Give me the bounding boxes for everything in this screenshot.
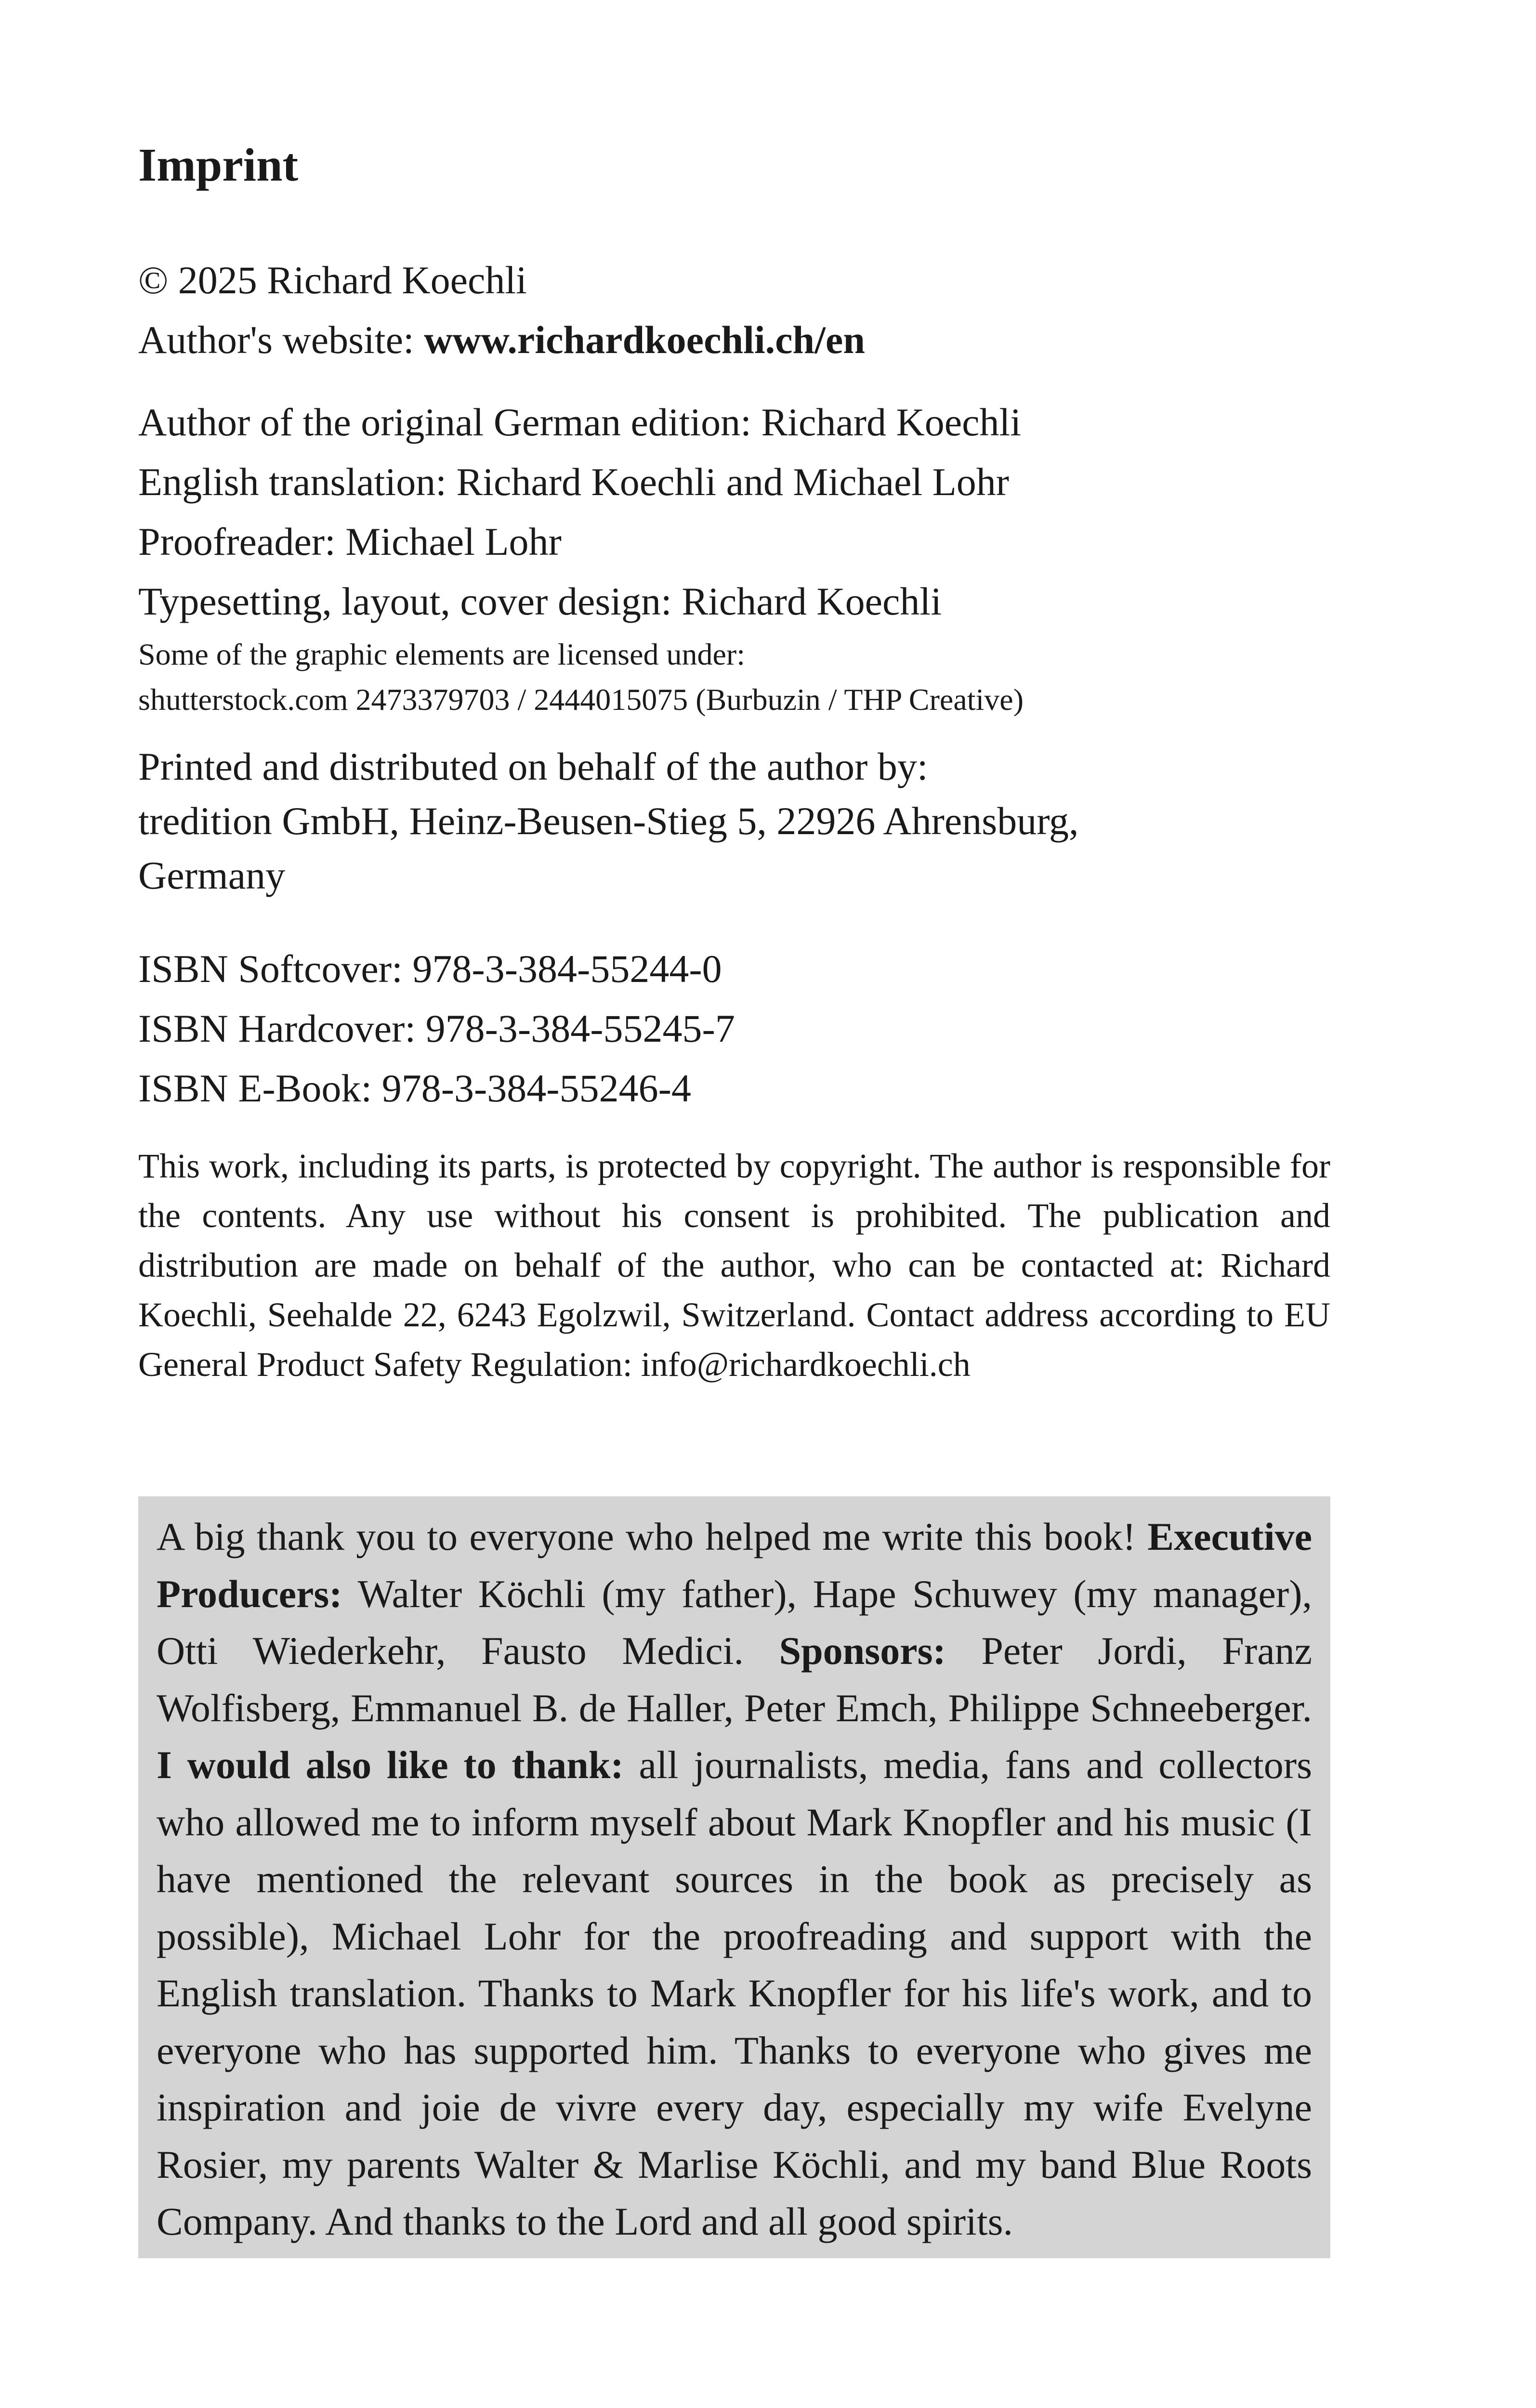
credit-original-author: Author of the original German edition: Richard Koechli — [138, 400, 1022, 444]
website-line — [138, 310, 1330, 370]
license-line: Some of the graphic elements are licensed under: — [138, 637, 745, 671]
printer-country: Germany — [138, 853, 286, 897]
isbn-softcover: ISBN Softcover: 978-3-384-55244-0 — [138, 947, 722, 991]
executive-producers-label: Executive Producers: — [157, 1515, 1312, 1616]
acknowledgements-box — [138, 1496, 1330, 2258]
credit-proofreader: Proofreader: Michael Lohr — [138, 520, 562, 563]
acknowledgements-text — [157, 1508, 1312, 2251]
sponsors-text: Peter Jordi, Franz Wolfisberg, Emmanuel B. de Haller, Peter Emch, Philippe Schneeberger. — [157, 1629, 1312, 1730]
credits-block — [138, 393, 1330, 631]
thanks-intro: A big thank you to everyone who helped me write this book! — [157, 1515, 1148, 1558]
credit-translation: English translation: Richard Koechli and Michael Lohr — [138, 460, 1010, 504]
printer-line: Printed and distributed on behalf of the author by: — [138, 745, 928, 788]
copyright-notice: This work, including its parts, is protected by copyright. The author is responsible for the contents. Any use without his consent is prohibited. The publication and distribution are made on behalf of the author, who can be contacted at: Richard Koechli, Seehalde 22, 6243 Egolzwil, Switzerland. Contact address according to EU General Product Safety Regulation: info@richardkoechli.ch — [138, 1147, 1330, 1384]
printer-block — [138, 739, 1330, 903]
also-thank-text: all journalists, media, fans and collectors who allowed me to inform myself about Mark Knopfler and his music (I have mentioned the relevant sources in the book as precisely as possible), Michael Lohr for the proofreading and support with the English translation. Thanks to Mark Knopfler for his life's work, and to everyone who has supported him. Thanks to everyone who gives me inspiration and joie de vivre every day, especially my wife Evelyne Rosier, my parents Walter & Marlise Köchli, and my band Blue Roots Company. And thanks to the Lord and all good spirits. — [157, 1743, 1312, 2243]
isbn-ebook: ISBN E-Book: 978-3-384-55246-4 — [138, 1066, 691, 1110]
license-block — [138, 632, 1330, 722]
also-thank-label: I would also like to thank: — [157, 1743, 624, 1787]
license-source: shutterstock.com 2473379703 / 2444015075 (Burbuzin / THP Creative) — [138, 682, 1024, 717]
website-label: Author's website: — [138, 318, 424, 362]
page-title: Imprint — [138, 139, 299, 191]
copyright-block — [138, 250, 1330, 370]
credit-typesetting: Typesetting, layout, cover design: Richard Koechli — [138, 579, 942, 623]
executive-producers-text: Walter Köchli (my father), Hape Schuwey (my manager), Otti Wiederkehr, Fausto Medici. — [157, 1571, 1312, 1673]
sponsors-label: Sponsors: — [779, 1629, 946, 1673]
printer-address: tredition GmbH, Heinz-Beusen-Stieg 5, 22926 Ahrensburg, — [138, 799, 1079, 843]
isbn-hardcover: ISBN Hardcover: 978-3-384-55245-7 — [138, 1007, 735, 1050]
copyright-line: © 2025 Richard Koechli — [138, 258, 527, 302]
isbn-block — [138, 939, 1330, 1118]
website-link[interactable]: www.richardkoechli.ch/en — [424, 318, 865, 362]
